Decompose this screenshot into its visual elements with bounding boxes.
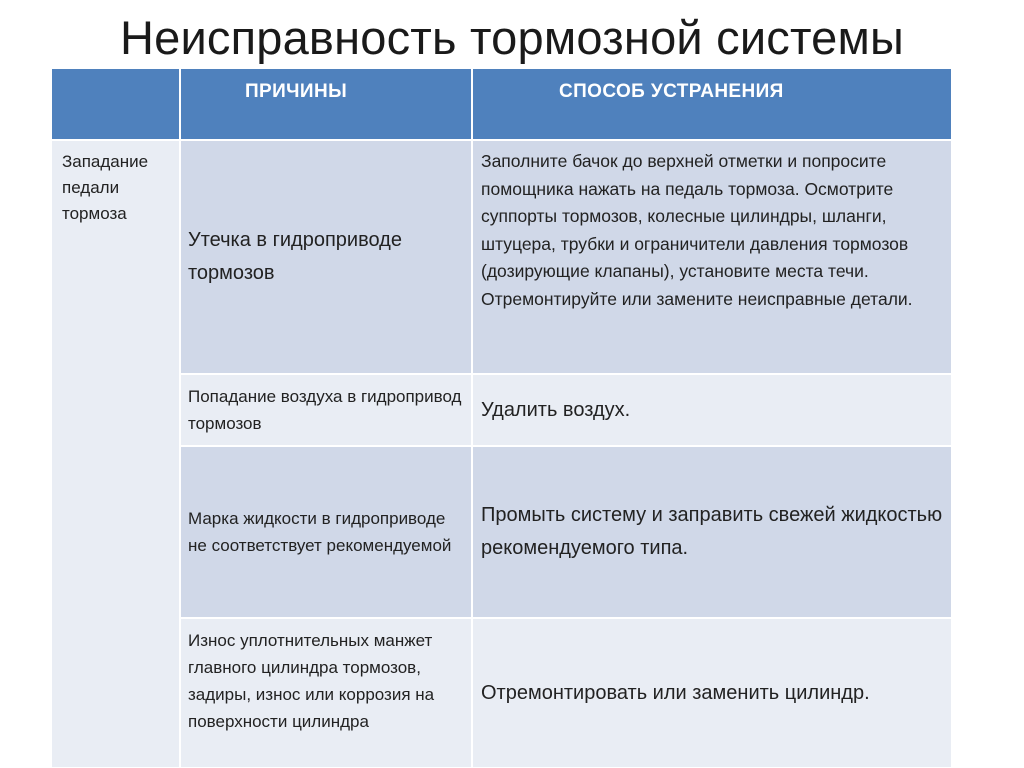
cause-text-2: Попадание воздуха в гидропривод тормозов [188, 387, 462, 433]
remedy-cell-3 [472, 446, 952, 618]
remedy-text-1: Заполните бачок до верхней отметки и попросите помощника нажать на педаль тормоза. Осмотрите суппорты тормозов, колесные цилиндры, шланги, штуцера, трубки и ограничители давления тормозов (дозирующие клапаны), установите места течи. Отремонтируйте или замените неисправные детали. [481, 151, 913, 309]
header-remedy-cell [472, 68, 952, 140]
cause-cell-4 [180, 618, 472, 768]
cause-text-1: Утечка в гидроприводе тормозов [188, 229, 402, 284]
faults-table [51, 68, 952, 768]
cause-cell-1 [180, 140, 472, 374]
fault-cell [51, 140, 180, 768]
header-blank-cell [51, 68, 180, 140]
remedy-cell-2 [472, 374, 952, 446]
remedy-cell-1 [472, 140, 952, 374]
remedy-text-2: Удалить воздух. [481, 398, 631, 421]
fault-label: Западание педали тормоза [62, 152, 149, 223]
header-causes-cell [180, 68, 472, 140]
cause-cell-3 [180, 446, 472, 618]
remedy-text-4: Отремонтировать или заменить цилиндр. [481, 681, 870, 704]
cause-text-3: Марка жидкости в гидроприводе не соответствует рекомендуемой [188, 509, 452, 555]
remedy-cell-4 [472, 618, 952, 768]
cause-cell-2 [180, 374, 472, 446]
cause-text-4: Износ уплотнительных манжет главного цилиндра тормозов, задиры, износ или коррозия на поверхности цилиндра [188, 631, 435, 731]
header-causes-label: ПРИЧИНЫ [245, 81, 348, 102]
slide-title: Неисправность тормозной системы [119, 11, 905, 64]
header-remedy-label: СПОСОБ УСТРАНЕНИЯ [559, 81, 784, 102]
remedy-text-3: Промыть систему и заправить свежей жидкостью рекомендуемого типа. [481, 504, 943, 559]
